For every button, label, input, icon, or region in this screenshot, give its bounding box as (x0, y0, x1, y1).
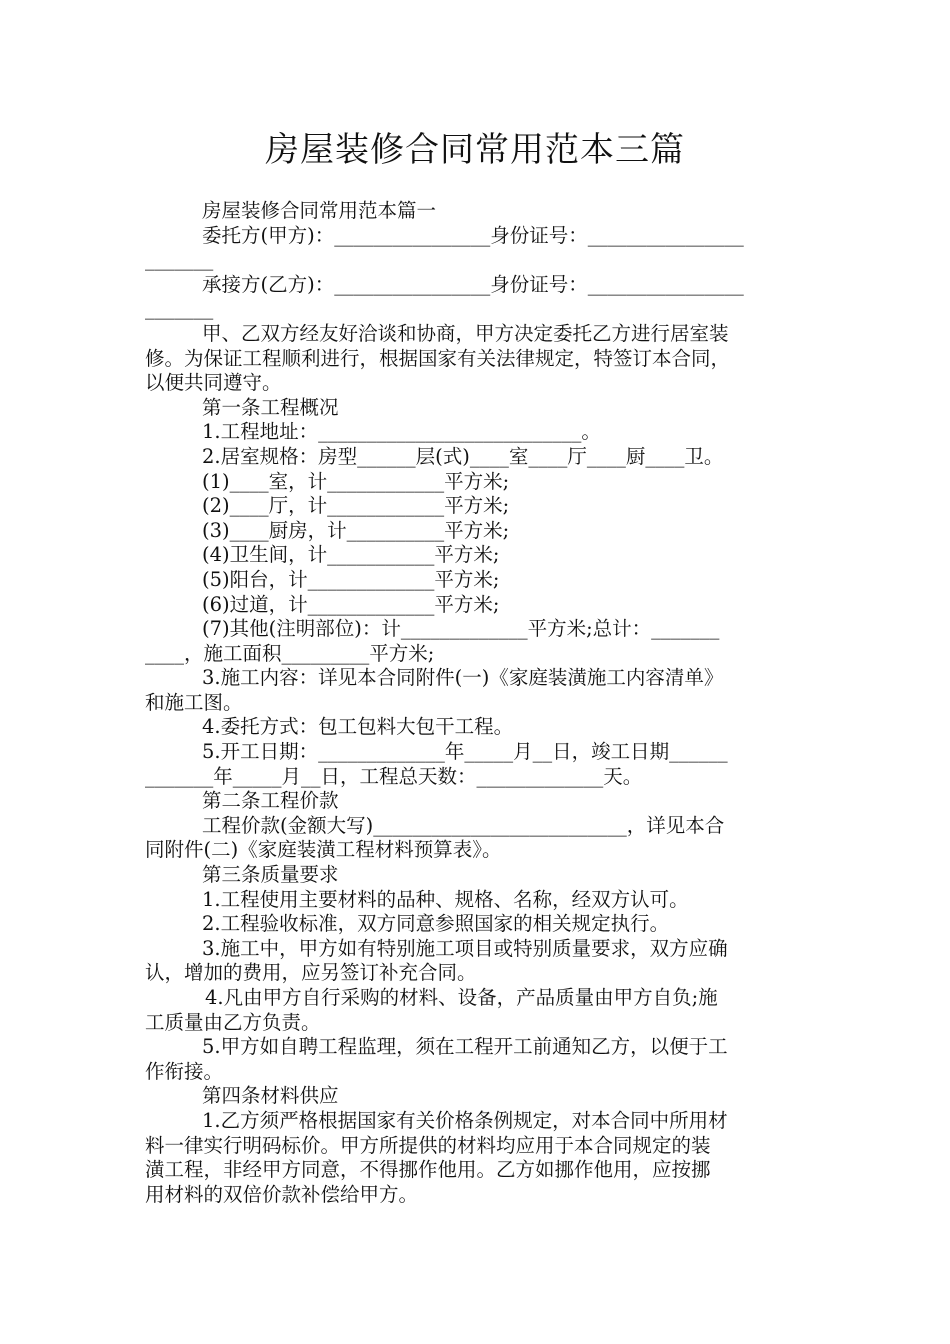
text-line: 5.开工日期：_____________年_____月__日，竣工日期______ (202, 740, 728, 764)
text-line: _______ (145, 297, 214, 321)
paragraph-line: 以便共同遵守。 (145, 371, 282, 395)
text-line: 工质量由乙方负责。 (145, 1010, 321, 1034)
text-line: 认，增加的费用，应另签订补充合同。 (145, 961, 477, 985)
text-line: 1.工程地址：___________________________。 (202, 420, 601, 444)
text-line: (1)____室，计____________平方米; (202, 469, 510, 493)
text-line: 同附件(二)《家庭装潢工程材料预算表》。 (145, 838, 502, 862)
text-line: 料一律实行明码标价。甲方所提供的材料均应用于本合同规定的装 (145, 1133, 711, 1157)
text-line: (3)____厨房，计__________平方米; (202, 518, 510, 542)
text-line: 2.工程验收标准，双方同意参照国家的相关规定执行。 (202, 912, 670, 936)
text-line: (6)过道，计_____________平方米; (202, 592, 500, 616)
text-line: 委托方(甲方)：________________身份证号：________________ (202, 223, 744, 247)
text-line: ____，施工面积_________平方米; (145, 641, 435, 665)
text-line: 4.委托方式：包工包料大包干工程。 (202, 715, 514, 739)
text-line: 潢工程，非经甲方同意，不得挪作他用。乙方如挪作他用，应按挪 (145, 1158, 711, 1182)
text-line: 2.居室规格：房型______层(式)____室____厅____厨____卫。 (202, 444, 724, 468)
text-line: 1.工程使用主要材料的品种、规格、名称，经双方认可。 (202, 887, 689, 911)
text-line: 作衔接。 (145, 1059, 224, 1083)
text-line: 和施工图。 (145, 690, 243, 714)
text-line: 承接方(乙方)：________________身份证号：________________ (202, 272, 744, 296)
paragraph-line: 甲、乙双方经友好洽谈和协商，甲方决定委托乙方进行居室装 (202, 321, 729, 345)
article-heading: 第三条质量要求 (202, 863, 339, 887)
text-line: (5)阳台，计_____________平方米; (202, 567, 500, 591)
text-line: _______年_____月__日，工程总天数：_____________天。 (145, 764, 643, 788)
paragraph-line: 修。为保证工程顺利进行，根据国家有关法律规定，特签订本合同， (145, 346, 731, 370)
text-line: 4.凡由甲方自行采购的材料、设备，产品质量由甲方自负;施 (205, 986, 718, 1009)
text-line: _______ (145, 248, 214, 272)
text-line: (7)其他(注明部位)：计_____________平方米;总计：_______ (202, 617, 720, 641)
text-line: 5.甲方如自聘工程监理，须在工程开工前通知乙方，以便于工 (202, 1035, 728, 1059)
document-body (145, 199, 807, 1207)
text-line: 3.施工中，甲方如有特别施工项目或特别质量要求，双方应确 (202, 936, 728, 960)
text-line: 3.施工内容：详见本合同附件(一)《家庭装潢施工内容清单》 (202, 666, 724, 690)
text-line: (2)____厅，计____________平方米; (202, 494, 510, 518)
text-line: 1.乙方须严格根据国家有关价格条例规定，对本合同中所用材 (202, 1108, 728, 1132)
text-line: (4)卫生间，计___________平方米; (202, 543, 500, 567)
text-line: 工程价款(金额大写)__________________________，详见本合 (202, 813, 725, 837)
article-heading: 第四条材料供应 (202, 1084, 339, 1108)
section-heading: 房屋装修合同常用范本篇一 (202, 199, 437, 222)
document-title: 房屋装修合同常用范本三篇 (265, 130, 685, 170)
article-heading: 第二条工程价款 (202, 789, 339, 813)
text-line: 用材料的双倍价款补偿给甲方。 (145, 1182, 419, 1206)
article-heading: 第一条工程概况 (202, 395, 339, 419)
